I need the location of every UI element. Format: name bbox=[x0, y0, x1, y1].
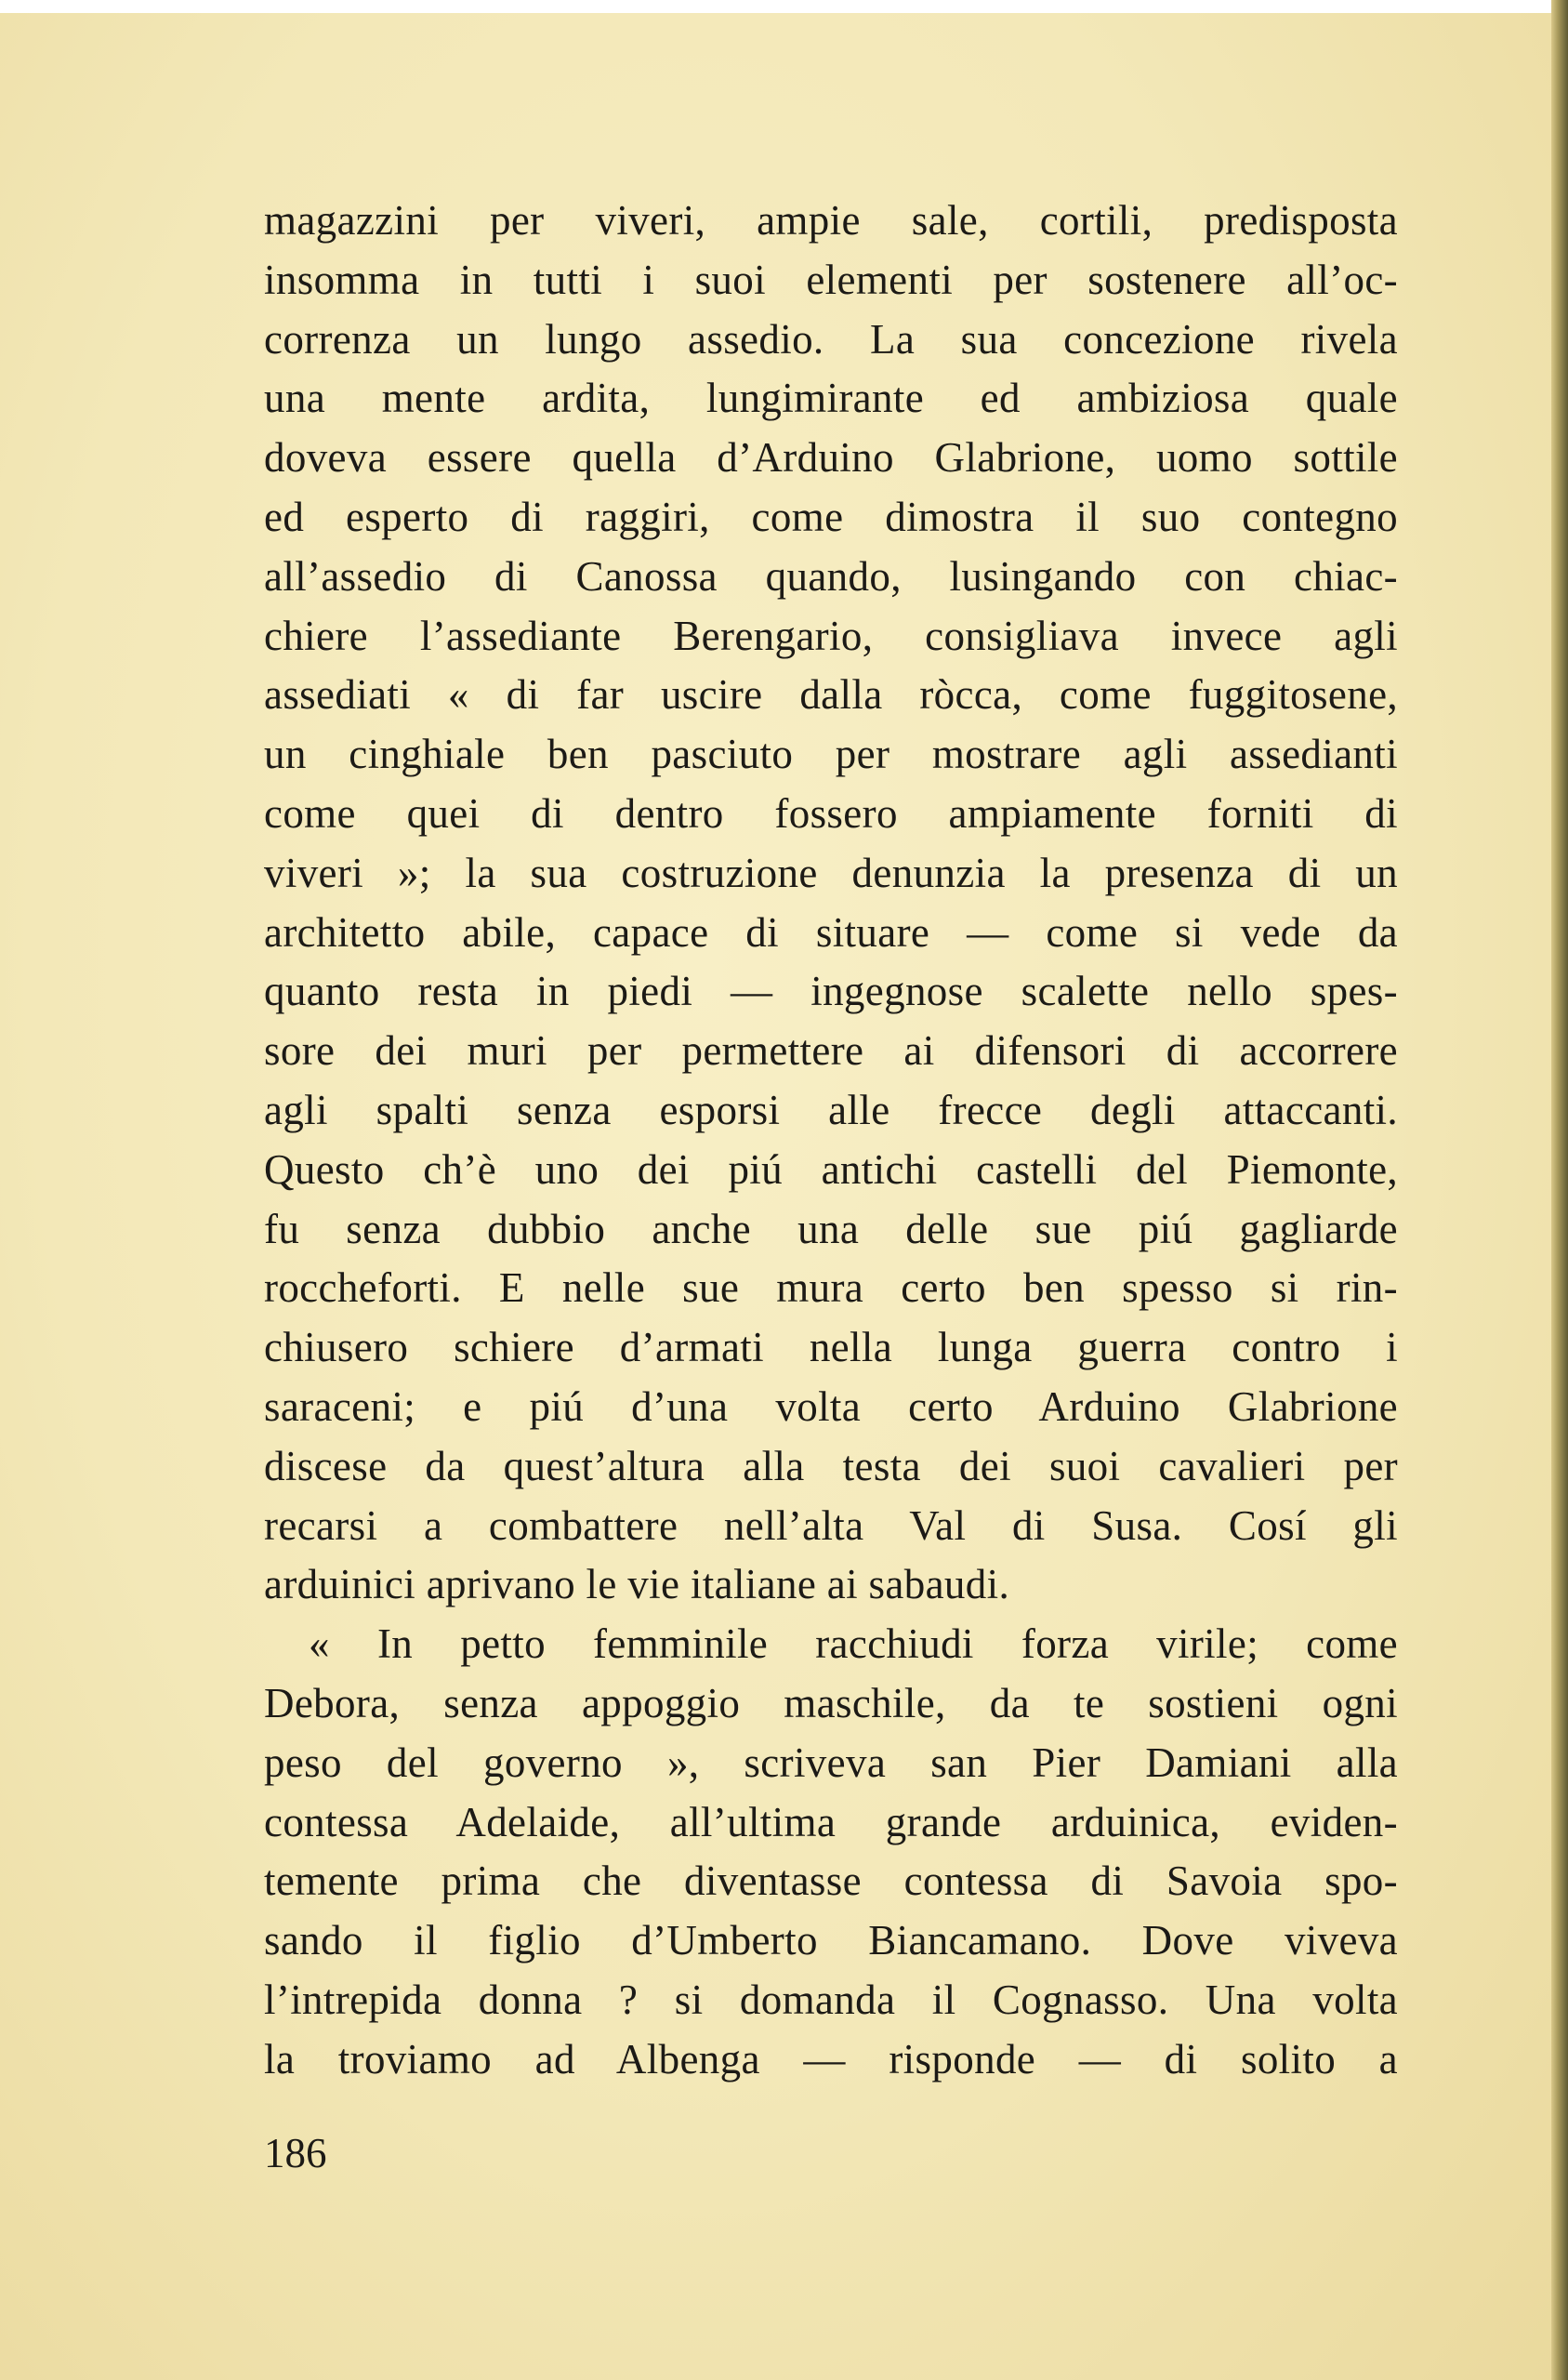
body-text bbox=[264, 192, 1398, 2090]
text-line: fu senza dubbio anche una delle sue piú gagliarde bbox=[264, 1205, 1398, 1252]
text-line: magazzini per viveri, ampie sale, cortili, predisposta bbox=[264, 197, 1398, 244]
scan-top-margin bbox=[0, 0, 1568, 13]
text-line: agli spalti senza esporsi alle frecce degli attaccanti. bbox=[264, 1086, 1398, 1133]
text-line: saraceni; e piú d’una volta certo Arduino Glabrione bbox=[264, 1382, 1398, 1430]
text-line: insomma in tutti i suoi elementi per sostenere all’oc- bbox=[264, 256, 1398, 303]
text-line: temente prima che diventasse contessa di Savoia spo- bbox=[264, 1858, 1398, 1905]
text-line: architetto abile, capace di situare — come si vede da bbox=[264, 908, 1398, 956]
text-line: l’intrepida donna ? si domanda il Cognasso. Una volta bbox=[264, 1976, 1398, 2023]
text-line: recarsi a combattere nell’alta Val di Susa. Cosí gli bbox=[264, 1501, 1398, 1549]
text-line: contessa Adelaide, all’ultima grande arduinica, eviden- bbox=[264, 1798, 1398, 1845]
page-number: 186 bbox=[264, 2130, 327, 2176]
text-line: chiusero schiere d’armati nella lunga guerra contro i bbox=[264, 1324, 1398, 1371]
text-line: « In petto femminile racchiudi forza virile; come bbox=[309, 1620, 1398, 1668]
text-line: correnza un lungo assedio. La sua concezione rivela bbox=[264, 315, 1398, 363]
text-line: sando il figlio d’Umberto Biancamano. Dove viveva bbox=[264, 1917, 1398, 1964]
text-line: doveva essere quella d’Arduino Glabrione, uomo sottile bbox=[264, 434, 1398, 482]
text-line: Questo ch’è uno dei piú antichi castelli del Piemonte, bbox=[264, 1145, 1398, 1193]
text-line: sore dei muri per permettere ai difensori di accorrere bbox=[264, 1027, 1398, 1075]
text-line: peso del governo », scriveva san Pier Damiani alla bbox=[264, 1739, 1398, 1786]
text-line: ed esperto di raggiri, come dimostra il suo contegno bbox=[264, 493, 1398, 540]
text-line: quanto resta in piedi — ingegnose scalette nello spes- bbox=[264, 968, 1398, 1015]
text-line: all’assedio di Canossa quando, lusingando con chiac- bbox=[264, 552, 1398, 600]
text-line: assediati « di far uscire dalla ròcca, come fuggitosene, bbox=[264, 671, 1398, 719]
text-line: discese da quest’altura alla testa dei suoi cavalieri per bbox=[264, 1442, 1398, 1489]
text-line: viveri »; la sua costruzione denunzia la presenza di un bbox=[264, 849, 1398, 896]
text-line: la troviamo ad Albenga — risponde — di solito a bbox=[264, 2035, 1398, 2082]
text-line: un cinghiale ben pasciuto per mostrare agli assedianti bbox=[264, 731, 1398, 778]
text-line: chiere l’assediante Berengario, consigliava invece agli bbox=[264, 612, 1398, 659]
text-line: roccheforti. E nelle sue mura certo ben spesso si rin- bbox=[264, 1264, 1398, 1312]
text-line: arduinici aprivano le vie italiane ai sabaudi. bbox=[264, 1561, 1010, 1608]
text-line: una mente ardita, lungimirante ed ambiziosa quale bbox=[264, 375, 1398, 422]
text-line: Debora, senza appoggio maschile, da te sostieni ogni bbox=[264, 1679, 1398, 1726]
text-line: come quei di dentro fossero ampiamente forniti di bbox=[264, 789, 1398, 837]
binding-edge-shadow bbox=[1551, 0, 1568, 2380]
